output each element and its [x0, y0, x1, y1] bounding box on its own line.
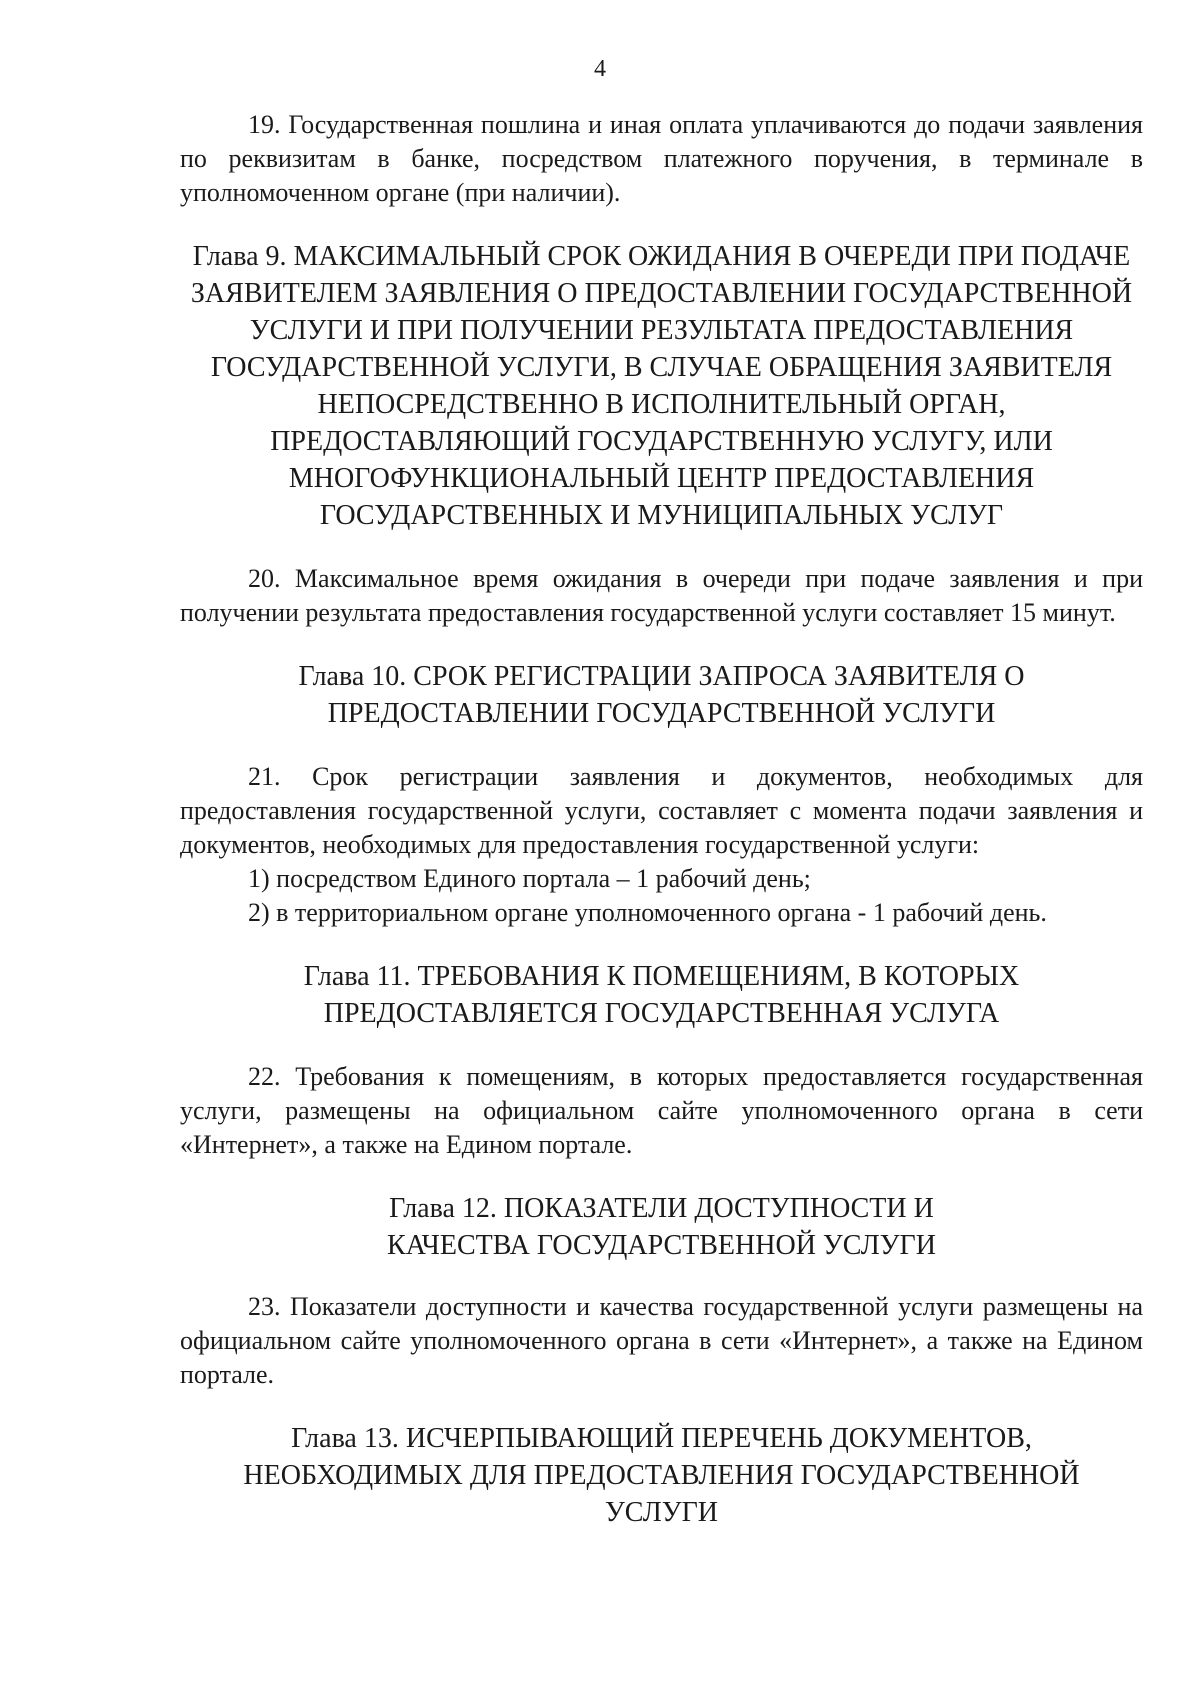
paragraph-21-item-2: 2) в территориальном органе уполномоченного органа - 1 рабочий день. — [248, 898, 1047, 927]
chapter-13-heading: Глава 13. ИСЧЕРПЫВАЮЩИЙ ПЕРЕЧЕНЬ ДОКУМЕНТОВ, НЕОБХОДИМЫХ ДЛЯ ПРЕДОСТАВЛЕНИЯ ГОСУДАРСТВЕННОЙ УСЛУГИ — [243, 1423, 1080, 1528]
chapter-12-heading: Глава 12. ПОКАЗАТЕЛИ ДОСТУПНОСТИ И КАЧЕСТВА ГОСУДАРСТВЕННОЙ УСЛУГИ — [387, 1193, 936, 1261]
document-body — [180, 108, 1143, 1531]
paragraph-21: 21. Срок регистрации заявления и документов, необходимых для предоставления государственной услуги, составляет с момента подачи заявления и документов, необходимых для предоставления государственной услуги: — [180, 762, 1143, 859]
paragraph-21-item-1: 1) посредством Единого портала – 1 рабочий день; — [248, 864, 811, 893]
chapter-11-heading: Глава 11. ТРЕБОВАНИЯ К ПОМЕЩЕНИЯМ, В КОТОРЫХ ПРЕДОСТАВЛЯЕТСЯ ГОСУДАРСТВЕННАЯ УСЛУГА — [303, 961, 1020, 1029]
paragraph-20: 20. Максимальное время ожидания в очереди при подаче заявления и при получении результата предоставления государственной услуги составляет 15 минут. — [180, 564, 1143, 627]
chapter-10-heading: Глава 10. СРОК РЕГИСТРАЦИИ ЗАПРОСА ЗАЯВИТЕЛЯ О ПРЕДОСТАВЛЕНИИ ГОСУДАРСТВЕННОЙ УСЛУГИ — [298, 661, 1025, 729]
paragraph-23: 23. Показатели доступности и качества государственной услуги размещены на официальном сайте уполномоченного органа в сети «Интернет», а также на Едином портале. — [180, 1292, 1143, 1389]
paragraph-19: 19. Государственная пошлина и иная оплата уплачиваются до подачи заявления по реквизитам в банке, посредством платежного поручения, в терминале в уполномоченном органе (при наличии). — [180, 110, 1143, 207]
chapter-9-heading: Глава 9. МАКСИМАЛЬНЫЙ СРОК ОЖИДАНИЯ В ОЧЕРЕДИ ПРИ ПОДАЧЕ ЗАЯВИТЕЛЕМ ЗАЯВЛЕНИЯ О ПРЕДОСТАВЛЕНИИ ГОСУДАРСТВЕННОЙ УСЛУГИ И ПРИ ПОЛУЧЕНИИ РЕЗУЛЬТАТА ПРЕДОСТАВЛЕНИЯ ГОСУДАРСТВЕННОЙ УСЛУГИ, В СЛУЧАЕ ОБРАЩЕНИЯ ЗАЯВИТЕЛЯ НЕПОСРЕДСТВЕННО В ИСПОЛНИТЕЛЬНЫЙ ОРГАН, ПРЕДОСТАВЛЯЮЩИЙ ГОСУДАРСТВЕННУЮ УСЛУГУ, ИЛИ МНОГОФУНКЦИОНАЛЬНЫЙ ЦЕНТР ПРЕДОСТАВЛЕНИЯ ГОСУДАРСТВЕННЫХ И МУНИЦИПАЛЬНЫХ УСЛУГ — [190, 241, 1133, 531]
page-number: 4 — [594, 56, 606, 82]
paragraph-22: 22. Требования к помещениям, в которых предоставляется государственная услуги, размещены на официальном сайте уполномоченного органа в сети «Интернет», а также на Едином портале. — [180, 1062, 1143, 1159]
